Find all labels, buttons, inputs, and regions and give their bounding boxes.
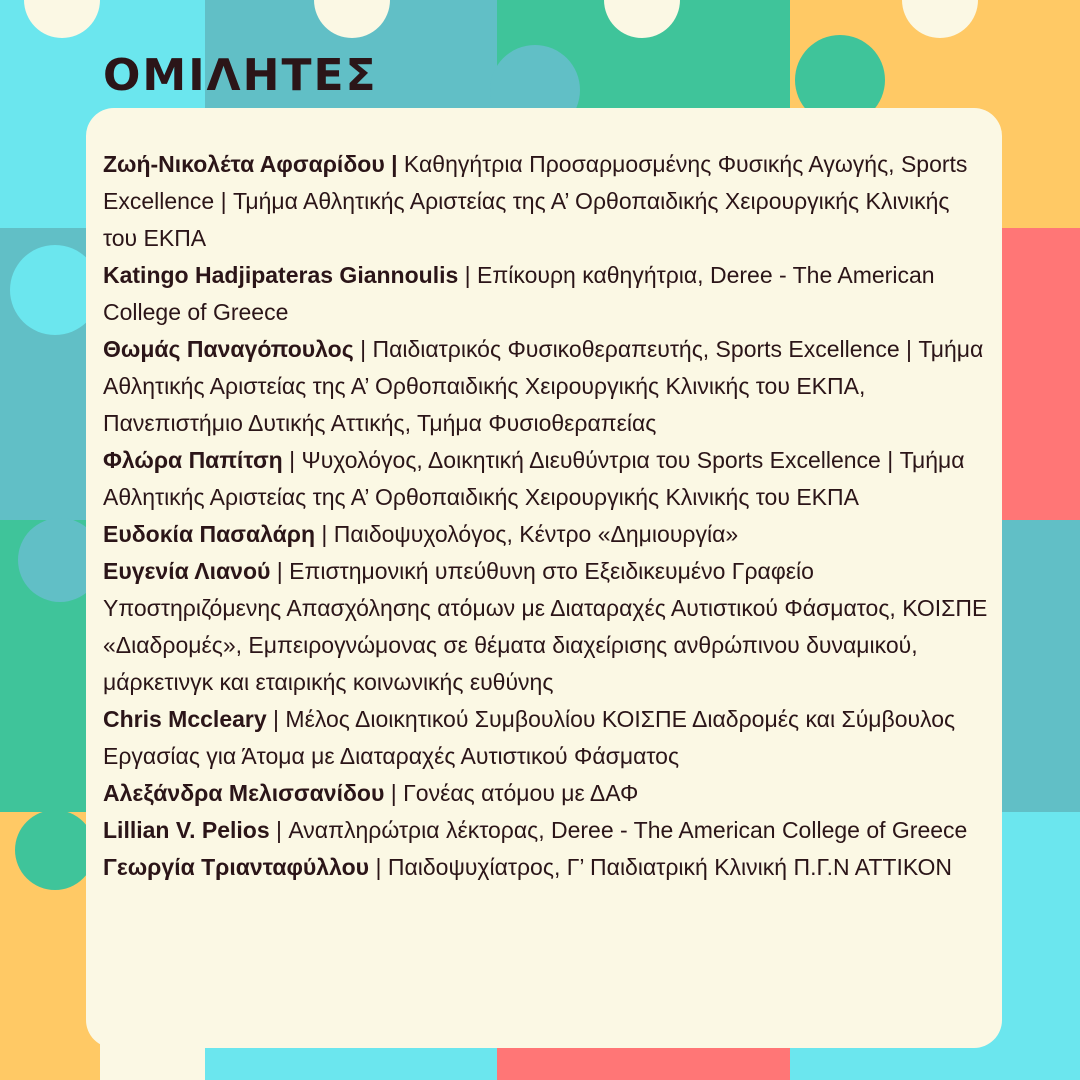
puzzle-knob [15, 810, 95, 890]
speaker-entry [103, 849, 988, 886]
speaker-role: Γονέας ατόμου με ΔΑΦ [403, 780, 639, 806]
speaker-name: Chris Mccleary [103, 706, 267, 732]
speaker-separator: | [353, 336, 373, 362]
speaker-entry [103, 257, 988, 331]
page-title: ΟΜΙΛΗΤΕΣ [103, 50, 378, 101]
speaker-separator: | [369, 854, 388, 880]
speaker-entry [103, 516, 988, 553]
speaker-name: Αλεξάνδρα Μελισσανίδου [103, 780, 385, 806]
speaker-role: Παιδοψυχίατρος, Γ’ Παιδιατρική Κλινική Π.Γ.Ν ΑΤΤΙΚΟΝ [387, 854, 952, 880]
speaker-separator: | [458, 262, 478, 288]
speaker-role: Παιδιατρικός Φυσικοθεραπευτής, Sports Excellence | Τμήμα Αθλητικής Αριστείας της Α’ Ορθοπαιδικής Χειρουργικής Κλινικής του ΕΚΠΑ, Πανεπιστήμιο Δυτικής Αττικής, Τμήμα Φυσιοθεραπείας [103, 336, 984, 436]
speaker-entry [103, 331, 988, 442]
speaker-name: Γεωργία Τριανταφύλλου [103, 854, 370, 880]
speaker-role: Καθηγήτρια Προσαρμοσμένης Φυσικής Αγωγής, Sports Excellence | Τμήμα Αθλητικής Αριστείας της Α’ Ορθοπαιδικής Χειρουργικής Κλινικής του ΕΚΠΑ [103, 151, 968, 251]
speaker-entry [103, 553, 988, 701]
speaker-separator: | [269, 817, 289, 843]
speaker-role: Μέλος Διοικητικού Συμβουλίου ΚΟΙΣΠΕ Διαδρομές και Σύμβουλος Εργασίας για Άτομα με Διαταραχές Αυτιστικού Φάσματος [103, 706, 956, 769]
speaker-entry [103, 701, 988, 775]
speaker-name: Lillian V. Pelios [103, 817, 270, 843]
speaker-role: Επιστημονική υπεύθυνη στο Εξειδικευμένο Γραφείο Υποστηριζόμενης Απασχόλησης ατόμων με Διαταραχές Αυτιστικού Φάσματος, ΚΟΙΣΠΕ «Διαδρομές», Εμπειρογνώμονας σε θέματα διαχείρισης ανθρώπινου δυναμικού, μάρκετινγκ και εταιρικής κοινωνικής ευθύνης [103, 558, 988, 695]
speaker-name: Katingo Hadjipateras Giannoulis [103, 262, 459, 288]
speaker-name: Ευδοκία Πασαλάρη [103, 521, 316, 547]
speaker-entry [103, 775, 988, 812]
speaker-name: Θωμάς Παναγόπουλος [103, 336, 354, 362]
speaker-name: Ζωή-Νικολέτα Αφσαρίδου | [103, 151, 398, 177]
speaker-role: Αναπληρώτρια λέκτορας, Deree - The American College of Greece [288, 817, 968, 843]
speaker-separator: | [266, 706, 286, 732]
speaker-list [103, 146, 988, 886]
speaker-role: Ψυχολόγος, Δοικητική Διευθύντρια του Sports Excellence | Τμήμα Αθλητικής Αριστείας της Α’ Ορθοπαιδικής Χειρουργικής Κλινικής του ΕΚΠΑ [103, 447, 965, 510]
speaker-separator: | [270, 558, 290, 584]
puzzle-piece [990, 228, 1080, 520]
speaker-entry [103, 442, 988, 516]
puzzle-piece [990, 520, 1080, 812]
speaker-name: Φλώρα Παπίτση [103, 447, 283, 473]
speaker-name: Ευγενία Λιανού [103, 558, 271, 584]
speaker-separator: | [282, 447, 302, 473]
puzzle-piece [990, 812, 1080, 1080]
speakers-card [86, 108, 1002, 1048]
speaker-separator: | [315, 521, 334, 547]
speaker-role: Επίκουρη καθηγήτρια, Deree - The American College of Greece [103, 262, 935, 325]
speaker-entry [103, 146, 988, 257]
speaker-entry [103, 812, 988, 849]
speaker-separator: | [384, 780, 404, 806]
speaker-role: Παιδοψυχολόγος, Κέντρο «Δημιουργία» [333, 521, 739, 547]
